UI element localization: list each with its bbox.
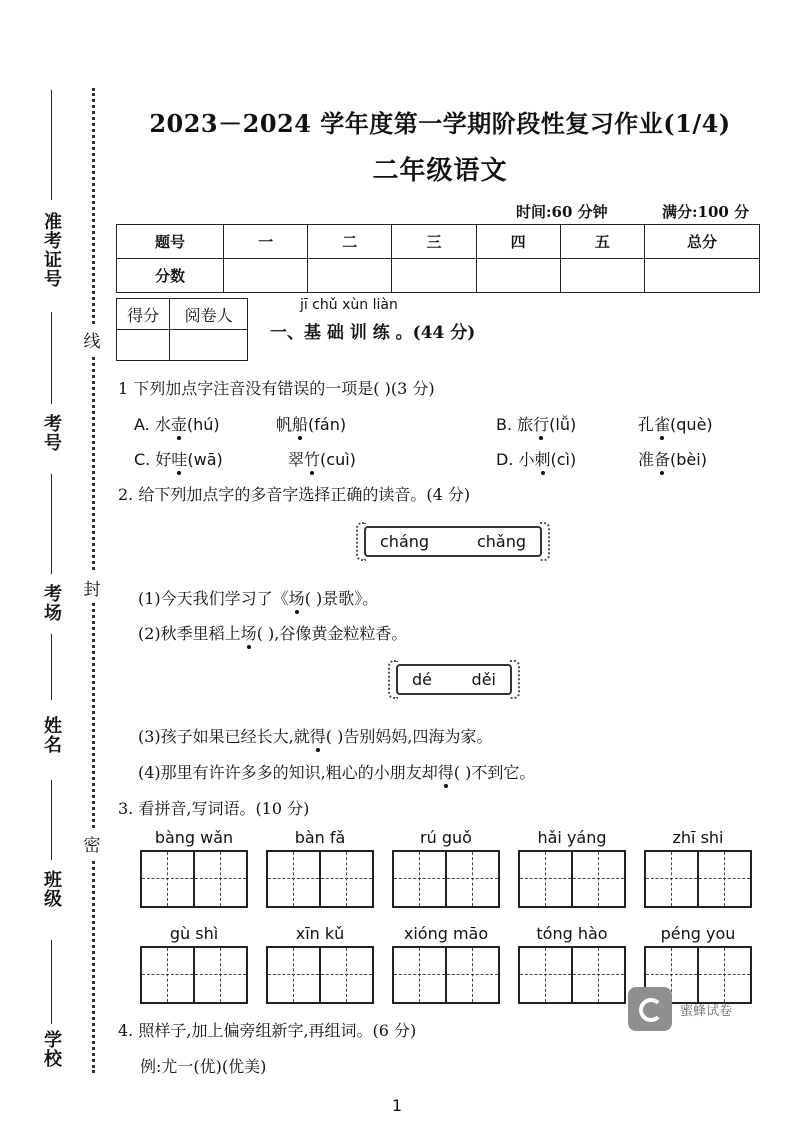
pinyin-choice-box-1 [364, 526, 542, 557]
pinyin-prompt: péng you [660, 924, 736, 943]
exam-title: 2023－2024 学年度第一学期阶段性复习作业(1/4) [149, 109, 731, 138]
score-table-cell [560, 259, 644, 293]
page-number: 1 [391, 1096, 403, 1115]
tian-grid[interactable] [392, 850, 500, 908]
pinyin-prompt: xióng māo [403, 924, 489, 943]
q1-option-a2: 帆船(fán) [276, 415, 347, 434]
pinyin-choice-box-2 [396, 664, 512, 695]
tian-grid[interactable] [140, 946, 248, 1004]
pinyin-choice: dé [412, 670, 432, 689]
q1-option-b2: 孔雀(què) [638, 415, 713, 434]
tian-grid[interactable] [140, 850, 248, 908]
score-table-cell [308, 259, 392, 293]
q1-option-a1: A. 水壶(hú) [134, 415, 220, 434]
binding-line [51, 780, 52, 860]
pinyin-prompt: tóng hào [536, 924, 608, 943]
watermark-text: 蜜蜂试卷 [680, 1004, 733, 1019]
score-table-cell [476, 259, 560, 293]
score-table-header-cell: 题号 [117, 225, 224, 259]
label-class: 班级 [41, 870, 62, 908]
q2-sentence-1: (1)今天我们学习了《场( )景歌》。 [138, 589, 379, 608]
score-table-header-cell: 五 [560, 225, 644, 259]
pinyin-prompt: bàn fǎ [294, 828, 346, 847]
question-4-stem: 4. 照样子,加上偏旁组新字,再组词。(6 分) [118, 1021, 417, 1040]
score-table-row-label: 分数 [117, 259, 224, 293]
score-table-header-cell: 一 [224, 225, 308, 259]
score-table-header-cell: 总分 [645, 225, 760, 259]
binding-line [51, 474, 52, 574]
section1-pinyin: jī chǔ xùn liàn [300, 297, 398, 313]
grader-score-cell [117, 330, 170, 361]
binding-line [51, 940, 52, 1024]
question-4-example: 例:尤一(优)(优美) [140, 1057, 267, 1076]
label-seat-number: 考号 [41, 414, 62, 452]
tian-grid[interactable] [518, 850, 626, 908]
q2-sentence-3: (3)孩子如果已经长大,就得( )告别妈妈,四海为家。 [138, 727, 493, 746]
grader-name-cell [170, 330, 248, 361]
exam-full-score: 满分:100 分 [662, 203, 750, 221]
score-table-cell [645, 259, 760, 293]
pinyin-prompt: rú guǒ [420, 828, 472, 847]
q1-option-c1: C. 好哇(wā) [134, 450, 223, 469]
score-table-header-cell: 三 [392, 225, 476, 259]
pinyin-choice: cháng [380, 532, 430, 551]
label-name: 姓名 [41, 716, 62, 754]
score-table-cell [224, 259, 308, 293]
question-2-stem: 2. 给下列加点字的多音字选择正确的读音。(4 分) [118, 485, 471, 504]
score-table-header-cell: 四 [476, 225, 560, 259]
label-exam-number: 准考证号 [41, 212, 62, 288]
section1-title: 一、基 础 训 练 。(44 分) [270, 323, 476, 343]
pinyin-prompt: gù shì [169, 924, 219, 943]
pinyin-choice: děi [471, 670, 496, 689]
pinyin-prompt: hǎi yáng [537, 828, 607, 847]
score-table-cell [392, 259, 476, 293]
pinyin-prompt: bàng wǎn [154, 828, 234, 847]
seal-mark-secret: 密 [80, 828, 104, 859]
pinyin-choice: chǎng [476, 532, 526, 551]
q1-option-d1: D. 小刺(cì) [496, 450, 577, 469]
q2-sentence-2: (2)秋季里稻上场( ),谷像黄金粒粒香。 [138, 624, 408, 643]
label-exam-room: 考场 [41, 584, 62, 622]
score-table-header-cell: 二 [308, 225, 392, 259]
tian-grid[interactable] [644, 850, 752, 908]
question-1-stem: 1 下列加点字注音没有错误的一项是( )(3 分) [118, 379, 435, 398]
seal-mark-line: 线 [80, 324, 104, 355]
q1-option-b1: B. 旅行(lǚ) [496, 415, 577, 434]
binding-line [51, 634, 52, 700]
q1-option-d2: 准备(bèi) [638, 450, 707, 469]
q1-option-c2: 翠竹(cuì) [288, 450, 356, 469]
seal-mark-seal: 封 [80, 572, 104, 603]
exam-time: 时间:60 分钟 [516, 203, 608, 221]
grader-table [116, 298, 248, 361]
question-3-stem: 3. 看拼音,写词语。(10 分) [118, 799, 310, 818]
grader-name-header: 阅卷人 [170, 299, 248, 330]
tian-grid[interactable] [266, 850, 374, 908]
grader-score-header: 得分 [117, 299, 170, 330]
pinyin-prompt: xīn kǔ [295, 924, 345, 943]
q2-sentence-4: (4)那里有许许多多的知识,粗心的小朋友却得( )不到它。 [138, 763, 536, 782]
binding-line [51, 312, 52, 404]
label-school: 学校 [41, 1030, 62, 1068]
score-table [116, 224, 760, 293]
tian-grid[interactable] [392, 946, 500, 1004]
logo-icon [628, 987, 672, 1031]
exam-subtitle: 二年级语文 [372, 156, 508, 186]
pinyin-prompt: zhī shi [672, 828, 724, 847]
tian-grid[interactable] [266, 946, 374, 1004]
tian-grid[interactable] [518, 946, 626, 1004]
binding-line [51, 90, 52, 200]
